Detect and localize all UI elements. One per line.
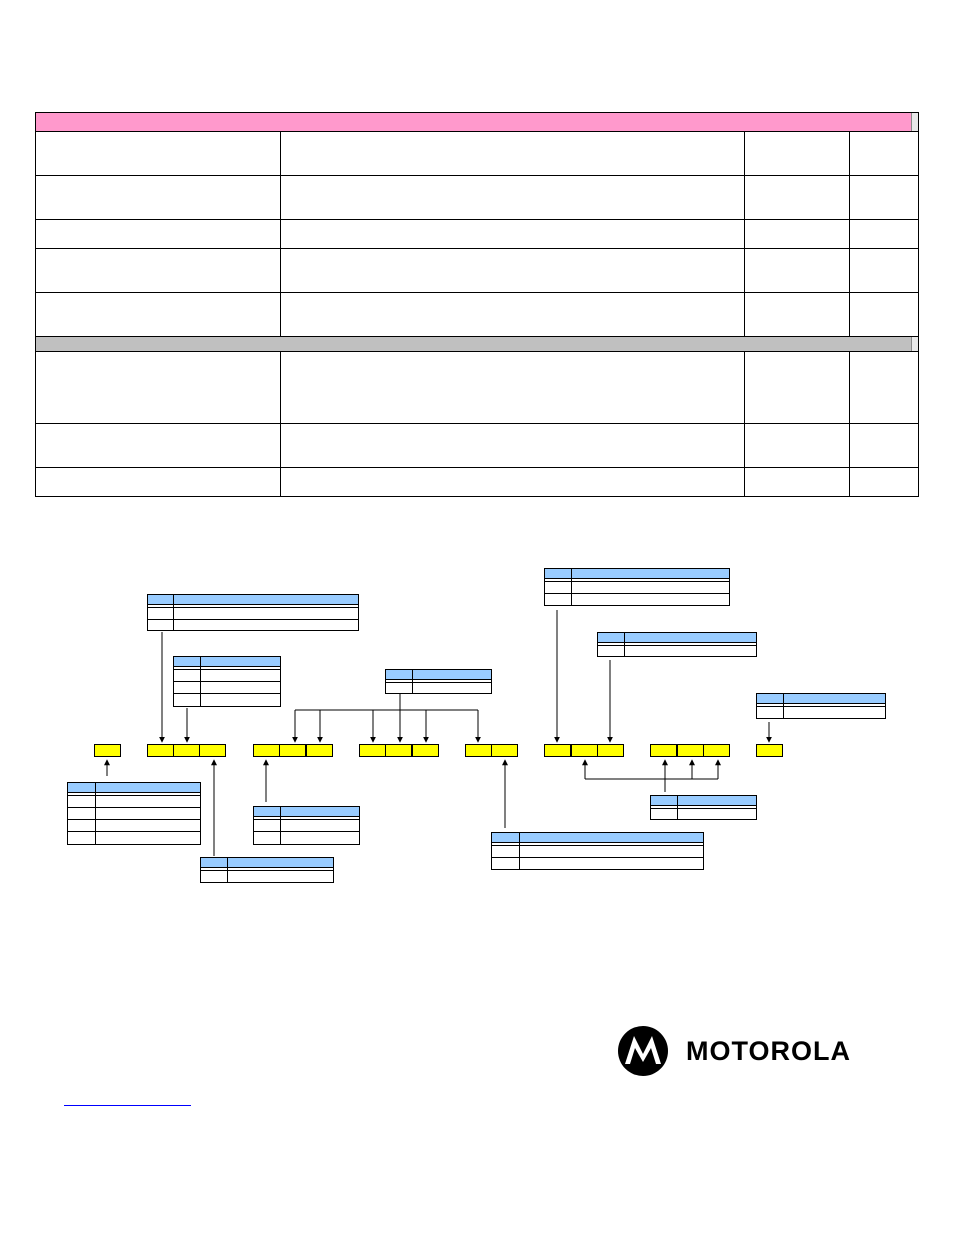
legend-table xyxy=(597,632,757,657)
code-position-box xyxy=(597,744,624,757)
code-position-box xyxy=(94,744,121,757)
code-position-box xyxy=(491,744,518,757)
code-position-box xyxy=(147,744,174,757)
code-position-box xyxy=(253,744,280,757)
legend-table xyxy=(147,594,359,631)
code-position-box xyxy=(544,744,571,757)
legend-table xyxy=(650,795,757,820)
code-position-box xyxy=(571,744,598,757)
legend-table xyxy=(173,656,281,707)
legend-table xyxy=(491,832,704,870)
code-position-box xyxy=(756,744,783,757)
legend-table xyxy=(385,669,492,694)
brand-wordmark: MOTOROLA xyxy=(686,1036,851,1066)
hyperlink[interactable] xyxy=(64,1105,191,1106)
code-position-box xyxy=(306,744,333,757)
code-position-box xyxy=(173,744,200,757)
code-position-box xyxy=(359,744,386,757)
legend-table xyxy=(756,693,886,719)
motorola-logo xyxy=(617,1024,892,1083)
code-position-box xyxy=(650,744,677,757)
code-position-box xyxy=(199,744,226,757)
code-position-box xyxy=(465,744,492,757)
code-position-box xyxy=(385,744,412,757)
code-position-box xyxy=(703,744,730,757)
code-position-box xyxy=(279,744,306,757)
code-position-box xyxy=(412,744,439,757)
code-position-box xyxy=(677,744,704,757)
legend-table xyxy=(200,857,334,883)
legend-table xyxy=(253,806,360,845)
legend-table xyxy=(67,782,201,845)
legend-table xyxy=(544,568,730,606)
